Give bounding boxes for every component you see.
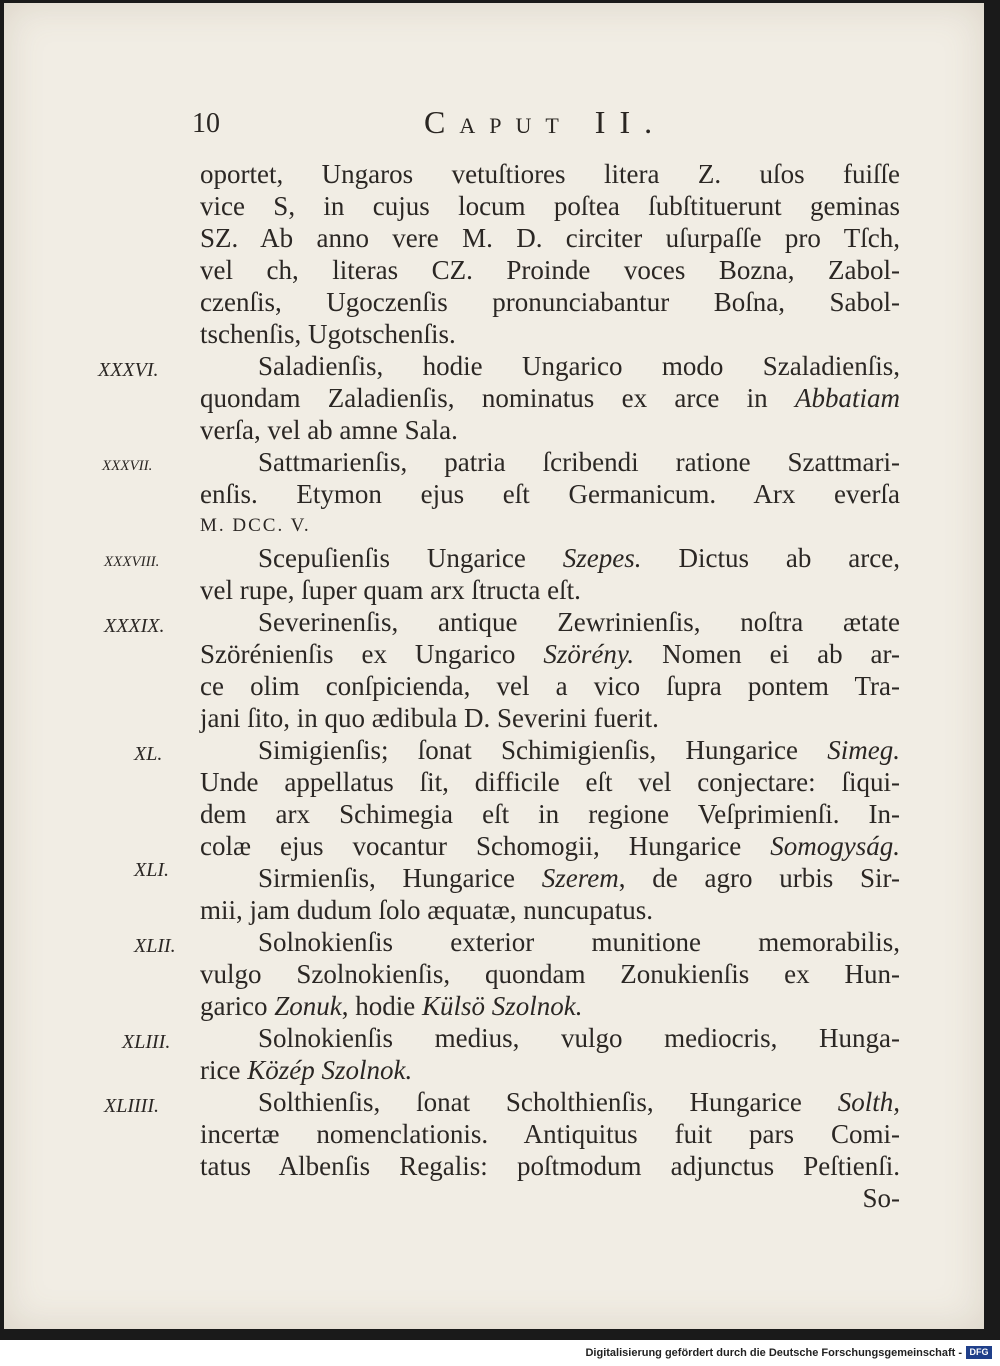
text-line: Unde appellatus ſit, difficile eſt vel conjectare: ſiqui- xyxy=(200,767,900,797)
entry-xxxviii xyxy=(104,542,900,606)
entry-numeral: XXXIX. xyxy=(104,615,165,637)
entry-xliiii xyxy=(104,1086,900,1182)
entry-xlii xyxy=(134,926,900,1022)
text-line: mii, jam dudum ſolo æquatæ, nuncupatus. xyxy=(200,895,653,925)
entry-xxxvii xyxy=(102,446,900,542)
text-line: Sattmarienſis, patria ſcribendi ratione Szattmari- xyxy=(258,447,900,477)
entry-numeral: XLII. xyxy=(134,935,176,957)
text-block xyxy=(98,158,900,1214)
page-header xyxy=(4,104,984,144)
entry-xliii xyxy=(122,1022,900,1086)
text-line: Sirmienſis, Hungarice Szerem, de agro urbis Sir- xyxy=(258,863,900,893)
entry-xl xyxy=(134,734,900,862)
text-line: dem arx Schimegia eſt in regione Veſprimienſi. In- xyxy=(200,799,900,829)
text-line: vice S, in cujus locum poſtea ſubſtituerunt geminas xyxy=(200,191,900,221)
text-line: vel ch, literas CZ. Proinde voces Bozna, Zabol- xyxy=(200,255,900,285)
text-line: vulgo Szolnokienſis, quondam Zonukienſis ex Hun- xyxy=(200,959,900,989)
text-line: colæ ejus vocantur Schomogii, Hungarice Somogyság. xyxy=(200,831,900,861)
text-line: Saladienſis, hodie Ungarico modo Szaladienſis, xyxy=(258,351,900,381)
running-title: Caput II. xyxy=(424,104,667,140)
text-line: quondam Zaladienſis, nominatus ex arce in Abbatiam xyxy=(200,383,900,413)
text-line: jani ſito, in quo ædibula D. Severini fuerit. xyxy=(200,703,659,733)
entry-xxxvi xyxy=(98,350,900,446)
text-line: vel rupe, ſuper quam arx ſtructa eſt. xyxy=(200,575,581,605)
digitization-footer xyxy=(0,1340,1000,1366)
entry-xli xyxy=(134,859,900,926)
entry-numeral: XXXVIII. xyxy=(104,554,160,570)
catchword: So- xyxy=(862,1183,900,1213)
entry-numeral: XLIII. xyxy=(122,1031,171,1053)
text-line: ce olim conſpicienda, vel a vico ſupra pontem Tra- xyxy=(200,671,900,701)
text-line: Scepuſienſis Ungarice Szepes. Dictus ab arce, xyxy=(258,543,900,573)
entry-numeral: XLI. xyxy=(134,859,169,881)
entry-xxxix xyxy=(104,606,900,734)
text-line: Solnokienſis exterior munitione memorabilis, xyxy=(258,927,900,957)
text-line: SZ. Ab anno vere M. D. circiter uſurpaſſe pro Tſch, xyxy=(200,223,900,253)
text-line: garico Zonuk, hodie Külsö Szolnok. xyxy=(200,991,583,1021)
entry-numeral: XXXVI. xyxy=(98,359,159,381)
text-line: M. DCC. V. xyxy=(200,515,311,536)
text-line: oportet, Ungaros vetuſtiores litera Z. uſos fuiſſe xyxy=(200,159,900,189)
book-page xyxy=(4,3,984,1329)
text-line: Solthienſis, ſonat Scholthienſis, Hungarice Solth, xyxy=(258,1087,900,1117)
text-line: Szörénienſis ex Ungarico Szörény. Nomen ei ab ar- xyxy=(200,639,900,669)
footer-credit: Digitalisierung gefördert durch die Deutsche Forschungsgemeinschaft - xyxy=(585,1347,962,1359)
text-line: incertæ nomenclationis. Antiquitus fuit pars Comi- xyxy=(200,1119,900,1149)
text-line: tschenſis, Ugotschenſis. xyxy=(200,319,456,349)
dfg-logo-icon: DFG xyxy=(966,1346,992,1359)
text-line: czenſis, Ugoczenſis pronunciabantur Boſna, Sabol- xyxy=(200,287,900,317)
entry-numeral: XL. xyxy=(134,743,163,765)
text-line: Simigienſis; ſonat Schimigienſis, Hungarice Simeg. xyxy=(258,735,900,765)
text-line: Severinenſis, antique Zewrinienſis, noſtra ætate xyxy=(258,607,900,637)
entry-numeral: XLIIII. xyxy=(104,1095,159,1117)
text-line: enſis. Etymon ejus eſt Germanicum. Arx everſa xyxy=(200,479,900,509)
entry-numeral: XXXVII. xyxy=(102,458,153,474)
text-line: rice Közép Szolnok. xyxy=(200,1055,413,1085)
text-line: Solnokienſis medius, vulgo mediocris, Hunga- xyxy=(258,1023,900,1053)
text-line: verſa, vel ab amne Sala. xyxy=(200,415,458,445)
text-line: tatus Albenſis Regalis: poſtmodum adjunctus Peſtienſi. xyxy=(200,1151,900,1181)
page-number: 10 xyxy=(192,108,220,139)
